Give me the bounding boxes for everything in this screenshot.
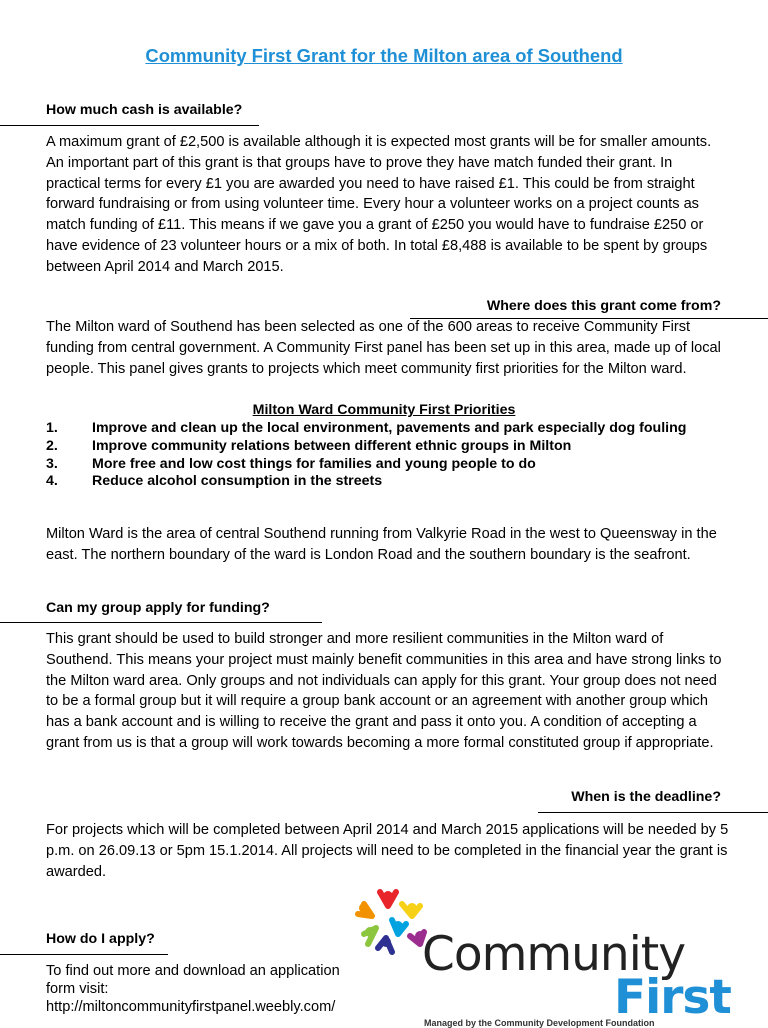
apply-url-link[interactable]: http://miltoncommunityfirstpanel.weebly.com/ bbox=[46, 999, 336, 1015]
page-title: Community First Grant for the Milton area of Southend bbox=[145, 45, 623, 66]
heading-rule bbox=[0, 125, 259, 126]
heading-rule bbox=[538, 812, 768, 813]
heading-rule bbox=[0, 954, 168, 955]
priority-item: 4. Reduce alcohol consumption in the streets bbox=[46, 473, 383, 490]
deadline-paragraph: For projects which will be completed between April 2014 and March 2015 applications will be needed by 5 p.m. on 26.09.13 or 5pm 15.1.2014. All projects will need to be completed in the financial year the grant is awarded. bbox=[46, 822, 729, 880]
logo-word-first: First bbox=[614, 970, 731, 1025]
eligibility-paragraph: This grant should be used to build stronger and more resilient communities in the Milton ward of Southend. This means your project must mainly benefit communities in this area and have strong links to the Milton ward area. Only groups and not individuals can apply for this grant. Your group does not need to be a formal group but it will require a group bank account or an agreement with another group which has a bank account and is willing to receive the grant and pass it onto you. A condition of accepting a grant from us is that a group will work towards becoming a more formal constituted group if appropriate. bbox=[46, 631, 722, 751]
priorities-heading: Milton Ward Community First Priorities bbox=[252, 402, 516, 418]
priority-item: 3. More free and low cost things for families and young people to do bbox=[46, 455, 536, 472]
cash-paragraph: A maximum grant of £2,500 is available although it is expected most grants will be for smaller amounts. An important part of this grant is that groups have to prove they have match funded their grant. In practical terms for every £1 you are awarded you need to have raised £1. This could be from straight forward fundraising or from using volunteer time. Every hour a volunteer works on a project counts as match funding of £11. This means if we gave you a grant of £250 you would have to fundraise £250 or have evidence of 23 volunteer hours or a mix of both. In total £8,488 is available to be spent by groups between April 2014 and March 2015. bbox=[46, 134, 712, 275]
community-first-logo bbox=[350, 886, 768, 1028]
section-heading-apply: How do I apply? bbox=[46, 931, 155, 947]
section-heading-deadline: When is the deadline? bbox=[571, 789, 721, 805]
logo-strapline: Managed by the Community Development Foundation bbox=[424, 1018, 655, 1028]
priority-item: 1. Improve and clean up the local environment, pavements and park especially dog fouling bbox=[46, 420, 687, 436]
priority-item: 2. Improve community relations between different ethnic groups in Milton bbox=[46, 437, 572, 454]
priorities-list bbox=[46, 420, 726, 491]
ward-description: Milton Ward is the area of central Southend running from Valkyrie Road in the west to Queensway in the east. The northern boundary of the ward is London Road and the southern boundary is the seafront. bbox=[46, 526, 717, 563]
section-heading-cash: How much cash is available? bbox=[46, 102, 243, 118]
apply-paragraph: To find out more and download an application form visit: http://miltoncommunityfirstpanel.weebly.com/ bbox=[46, 963, 340, 1015]
heading-rule bbox=[0, 622, 322, 623]
section-heading-eligibility: Can my group apply for funding? bbox=[46, 600, 270, 616]
section-heading-source: Where does this grant come from? bbox=[486, 298, 721, 314]
source-paragraph: The Milton ward of Southend has been selected as one of the 600 areas to receive Community First funding from central government. A Community First panel has been set up in this area, made up of local people. This panel gives grants to projects which meet community first priorities for the Milton ward. bbox=[46, 319, 721, 377]
logo-word-community: Community bbox=[422, 927, 686, 982]
